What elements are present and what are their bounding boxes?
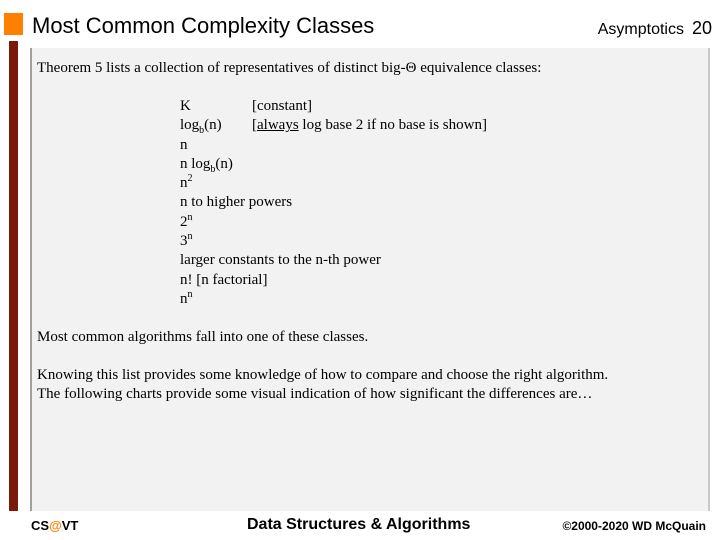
class-log: $\log_b(n)$ bbox=[180, 117, 222, 137]
footer-copyright: ©2000-2020 WD McQuain bbox=[562, 519, 706, 533]
class-note: [always log base 2 if no base is shown] bbox=[252, 117, 487, 134]
list-item bbox=[180, 213, 487, 232]
class-note: [constant] bbox=[252, 98, 312, 114]
footer-cs-vt: CS@VT bbox=[31, 518, 79, 533]
list-item bbox=[180, 271, 487, 290]
class-exp-3: 3$^n$ bbox=[180, 231, 193, 250]
class-n-to-n: $n^n$ bbox=[180, 288, 193, 307]
intro-text: Theorem 5 lists a collection of representatives of distinct big-Θ equivalence classes: bbox=[37, 60, 542, 76]
accent-square bbox=[4, 13, 23, 35]
complexity-class-list bbox=[180, 97, 487, 309]
list-item bbox=[180, 251, 487, 270]
knowing-text: Knowing this list provides some knowledge of how to compare and choose the right algorithm. bbox=[37, 367, 609, 383]
class-quadratic: $n^2$ bbox=[180, 173, 193, 192]
list-item bbox=[180, 97, 487, 116]
slide-title: Most Common Complexity Classes bbox=[32, 13, 375, 38]
class-exp-2: 2$^n$ bbox=[180, 211, 193, 230]
following-text: The following charts provide some visual indication of how significant the differences are… bbox=[37, 386, 593, 402]
slide-header-right bbox=[598, 18, 712, 39]
class-nlogn: n $\log_b(n)$ bbox=[180, 155, 233, 175]
page-number: 20 bbox=[691, 18, 712, 38]
class-linear: n bbox=[180, 136, 188, 153]
class-polynomial: n to higher powers bbox=[180, 194, 293, 211]
class-factorial: n! [n factorial] bbox=[180, 271, 268, 288]
list-item bbox=[180, 136, 487, 155]
list-item bbox=[180, 290, 487, 309]
class-exp-larger: larger constants to the n-th power bbox=[180, 252, 381, 269]
list-item bbox=[180, 116, 487, 135]
list-item bbox=[180, 155, 487, 174]
footer-course-title: Data Structures & Algorithms bbox=[247, 516, 471, 533]
course-label: Asymptotics bbox=[597, 21, 684, 38]
left-accent-bar bbox=[9, 41, 18, 511]
list-item bbox=[180, 232, 487, 251]
class-constant: K bbox=[180, 98, 191, 114]
list-item bbox=[180, 193, 487, 212]
common-text: Most common algorithms fall into one of these classes. bbox=[37, 329, 369, 345]
list-item bbox=[180, 174, 487, 193]
